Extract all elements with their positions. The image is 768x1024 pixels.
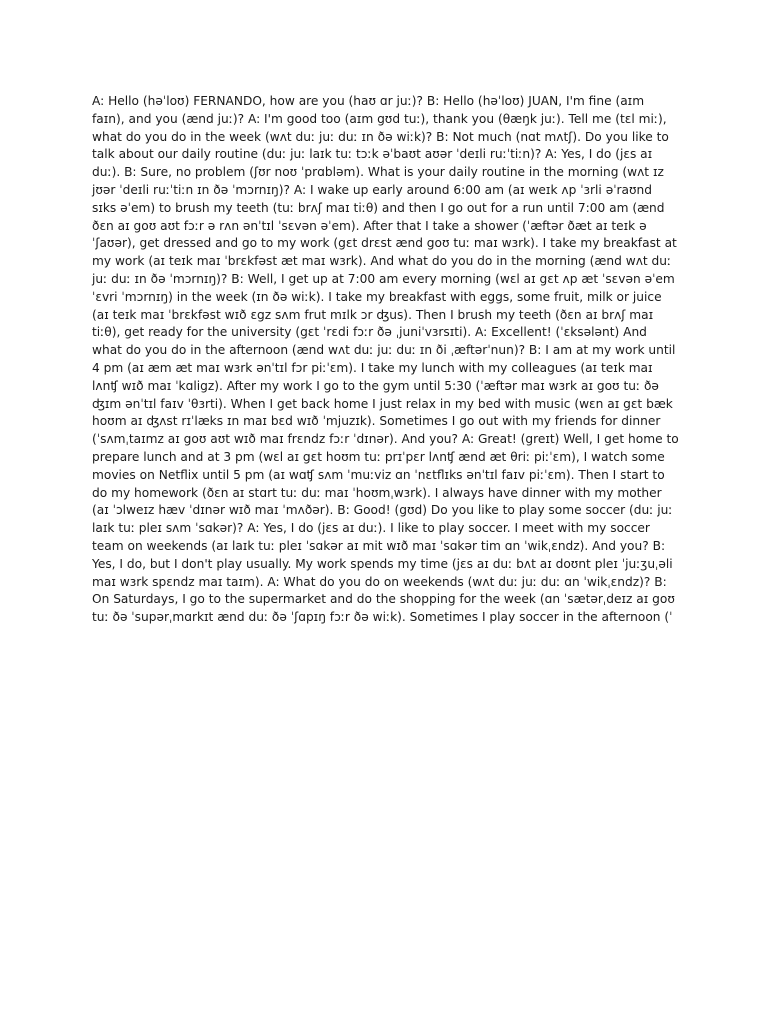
dialogue-paragraph: A: Hello (həˈloʊ) FERNANDO, how are you (haʊ ɑr juː)? B: Hello (həˈloʊ) JUAN, I'm fine (aɪm faɪn), and you (ænd juː)? A: I'm good too (aɪm gʊd tuː), thank you (θæŋk juː). Tell me (tɛl miː), what do you do in the week (wʌt duː juː duː ɪn ðə wiːk)? B: Not much (nɑt mʌtʃ). Do you like to talk about our daily routine (duː juː laɪk tuː tɔːk əˈbaʊt aʊər ˈdeɪli ruːˈtiːn)? A: Yes, I do (jɛs aɪ duː). B: Sure, no problem (ʃʊr noʊ ˈprɑbləm). What is your daily routine in the morning (wʌt ɪz jʊər ˈdeɪli ruːˈtiːn ɪn ðə ˈmɔrnɪŋ)? A: I wake up early around 6:00 am (aɪ weɪk ʌp ˈɜrli əˈraʊnd sɪks əˈem) to brush my teeth (tuː brʌʃ maɪ tiːθ) and then I go out for a run until 7:00 am (ænd ðɛn aɪ goʊ aʊt fɔːr ə rʌn ənˈtɪl ˈsɛvən əˈem). After that I take a shower (ˈæftər ðæt aɪ teɪk ə ˈʃaʊər), get dressed and go to my work (gɛt drɛst ænd goʊ tuː maɪ wɜrk). I take my breakfast at my work (aɪ teɪk maɪ ˈbrɛkfəst æt maɪ wɜrk). And what do you do in the morning (ænd wʌt duː juː duː ɪn ðə ˈmɔrnɪŋ)? B: Well, I get up at 7:00 am every morning (wɛl aɪ gɛt ʌp æt ˈsɛvən əˈem ˈɛvri ˈmɔrnɪŋ) in the week (ɪn ðə wiːk). I take my breakfast with eggs, some fruit, milk or juice (aɪ teɪk maɪ ˈbrɛkfəst wɪð ɛgz sʌm frut mɪlk ɔr ʤus). Then I brush my teeth (ðɛn aɪ brʌʃ maɪ tiːθ), get ready for the university (gɛt ˈrɛdi fɔːr ðə ˌjuniˈvɜrsɪti). A: Excellent! (ˈɛksələnt) And what do you do in the afternoon (ænd wʌt duː juː duː ɪn ði ˌæftərˈnun)? B: I am at my work until 4 pm (aɪ æm æt maɪ wɜrk ənˈtɪl fɔr piːˈɛm). I take my lunch with my colleagues (aɪ teɪk maɪ lʌnʧ wɪð maɪ ˈkɑligz). After my work I go to the gym until 5:30 (ˈæftər maɪ wɜrk aɪ goʊ tuː ðə ʤɪm ənˈtɪl faɪv ˈθɜrti). When I get back home I just relax in my bed with music (wɛn aɪ gɛt bæk hoʊm aɪ ʤʌst rɪˈlæks ɪn maɪ bɛd wɪð ˈmjuzɪk). Sometimes I go out with my friends for dinner (ˈsʌmˌtaɪmz aɪ goʊ aʊt wɪð maɪ frɛndz fɔːr ˈdɪnər). And you? A: Great! (greɪt) Well, I get home to prepare lunch and at 3 pm (wɛl aɪ gɛt hoʊm tuː prɪˈpɛr lʌnʧ ænd æt θriː piːˈɛm), I watch some movies on Netflix until 5 pm (aɪ wɑʧ sʌm ˈmuːviz ɑn ˈnɛtflɪks ənˈtɪl faɪv piːˈɛm). Then I start to do my homework (ðɛn aɪ stɑrt tuː duː maɪ ˈhoʊmˌwɜrk). I always have dinner with my mother (aɪ ˈɔlweɪz hæv ˈdɪnər wɪð maɪ ˈmʌðər). B: Good! (gʊd) Do you like to play some soccer (duː juː laɪk tuː pleɪ sʌm ˈsɑkər)? A: Yes, I do (jɛs aɪ duː). I like to play soccer. I meet with my soccer team on weekends (aɪ laɪk tuː pleɪ ˈsɑkər aɪ mit wɪð maɪ ˈsɑkər tim ɑn ˈwikˌɛndz). And you? B: Yes, I do, but I don't play usually. My work spends my time (jɛs aɪ duː bʌt aɪ doʊnt pleɪ ˈjuːʒuˌəli maɪ wɜrk spɛndz maɪ taɪm). A: What do you do on weekends (wʌt duː juː duː ɑn ˈwikˌɛndz)? B: On Saturdays, I go to the supermarket and do the shopping for the week (ɑn ˈsætərˌdeɪz aɪ goʊ tuː ðə ˈsupərˌmɑrkɪt ænd duː ðə ˈʃɑpɪŋ fɔːr ðə wiːk). Sometimes I play soccer in the afternoon (ˈ xyxy=(92,94,679,625)
